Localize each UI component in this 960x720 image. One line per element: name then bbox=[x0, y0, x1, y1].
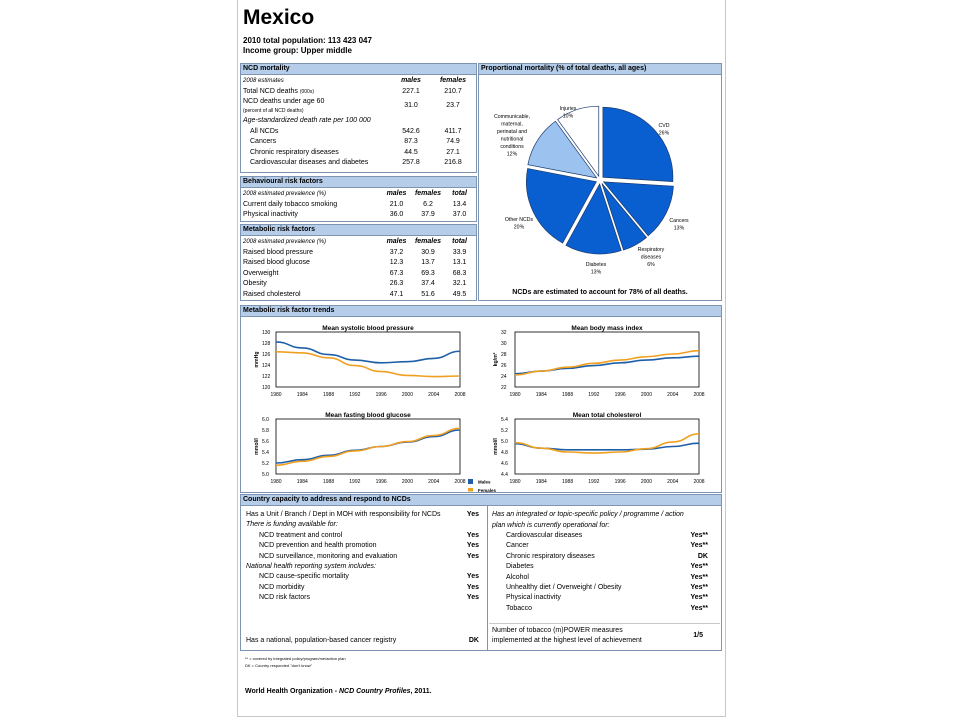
risk-males: 36.0 bbox=[389, 211, 404, 218]
pie-slice-label: perinatal and bbox=[497, 129, 527, 135]
income-group-line: Income group: Upper middle bbox=[243, 46, 352, 55]
policy-item-value: Yes** bbox=[690, 532, 708, 539]
capacity-item-value: Yes bbox=[466, 583, 479, 591]
trends-header: Metabolic risk factor trends bbox=[241, 306, 721, 317]
rate-row-label: Cancers bbox=[250, 138, 277, 145]
x-tick-label: 1988 bbox=[323, 479, 335, 485]
capacity-item-value: Yes bbox=[466, 511, 479, 518]
y-tick-label: 26 bbox=[501, 363, 507, 369]
metabolic-section bbox=[240, 224, 477, 301]
x-tick-label: 1992 bbox=[588, 392, 600, 398]
metabolic-sub: 2008 estimated prevalence (%) bbox=[243, 239, 327, 245]
y-tick-label: 5.4 bbox=[501, 417, 508, 423]
x-tick-label: 1992 bbox=[588, 479, 600, 485]
y-tick-label: 4.6 bbox=[501, 461, 508, 467]
pie-slice-label: CVD bbox=[658, 123, 670, 129]
rate-row-males: 542.6 bbox=[402, 127, 420, 135]
pie-slice-value: 12% bbox=[506, 151, 518, 158]
rate-label: Age-standardized death rate per 100 000 bbox=[243, 117, 371, 124]
x-tick-label: 1992 bbox=[349, 392, 361, 398]
trend-chart-title: Mean fasting blood glucose bbox=[325, 412, 411, 419]
y-axis-label: mmol/l bbox=[493, 438, 499, 455]
total-deaths-label: Total NCD deaths (000s) bbox=[243, 87, 314, 95]
x-tick-label: 2000 bbox=[640, 479, 652, 485]
rate-row-females: 411.7 bbox=[444, 127, 462, 135]
pie-slice-label: Diabetes bbox=[585, 262, 607, 268]
col-males: males bbox=[386, 190, 407, 197]
risk-females: 30.9 bbox=[421, 248, 435, 256]
country-title: Mexico bbox=[243, 6, 315, 29]
rate-row-label: Cardiovascular diseases and diabetes bbox=[250, 159, 369, 166]
capacity-item-value: Yes bbox=[466, 573, 479, 581]
y-tick-label: 30 bbox=[501, 341, 507, 347]
mpower-label-1: Number of tobacco (m)POWER measures bbox=[492, 627, 623, 634]
mpower-separator bbox=[489, 623, 720, 624]
footer-credit: World Health Organization - NCD Country Profiles, 2011. bbox=[245, 688, 432, 695]
pie-slice-value: 26% bbox=[658, 130, 670, 137]
x-tick-label: 2004 bbox=[428, 479, 440, 485]
trend-chart-title: Mean body mass index bbox=[571, 325, 643, 332]
y-axis-label: mmHg bbox=[254, 351, 260, 368]
policy-item-value: Yes** bbox=[690, 573, 708, 581]
col-females: females bbox=[439, 77, 467, 84]
x-tick-label: 1980 bbox=[270, 479, 282, 485]
trend-chart bbox=[493, 325, 705, 398]
risk-total: 13.4 bbox=[452, 200, 467, 208]
col-total: total bbox=[452, 238, 467, 245]
pie-slice-label: maternal, bbox=[501, 121, 523, 128]
x-tick-label: 2000 bbox=[640, 392, 652, 398]
y-tick-label: 24 bbox=[501, 374, 507, 380]
trend-chart bbox=[254, 412, 466, 485]
estimates-label: 2008 estimates bbox=[243, 78, 284, 84]
risk-label: Raised blood glucose bbox=[243, 259, 310, 266]
risk-label: Overweight bbox=[243, 269, 279, 277]
trend-plot-frame bbox=[276, 332, 460, 387]
capacity-divider bbox=[487, 506, 488, 650]
capacity-item-value: Yes bbox=[466, 594, 479, 602]
pie-slice-value: 20% bbox=[513, 224, 525, 231]
policy-heading-1: Has an integrated or topic-specific policy / programme / action bbox=[492, 511, 684, 518]
trend-chart bbox=[254, 325, 466, 398]
capacity-section bbox=[240, 494, 722, 651]
x-tick-label: 2008 bbox=[693, 479, 705, 485]
trend-chart-title: Mean systolic blood pressure bbox=[322, 325, 414, 332]
x-tick-label: 1984 bbox=[535, 479, 547, 485]
y-axis-label: kg/m² bbox=[493, 352, 499, 367]
under60-males: 31.0 bbox=[404, 102, 418, 110]
risk-females: 37.4 bbox=[421, 280, 435, 287]
capacity-item-label: NCD treatment and control bbox=[259, 531, 343, 539]
x-tick-label: 1984 bbox=[296, 392, 308, 398]
x-tick-label: 2004 bbox=[667, 392, 679, 398]
x-tick-label: 2008 bbox=[454, 392, 466, 398]
risk-label: Current daily tobacco smoking bbox=[243, 200, 338, 208]
pie-slice-label: Other NCDs bbox=[504, 217, 534, 223]
pie-slice-value: 6% bbox=[647, 262, 655, 268]
y-tick-label: 4.4 bbox=[501, 472, 508, 478]
y-tick-label: 5.2 bbox=[262, 461, 269, 467]
pie-slice-label: diseases bbox=[640, 254, 662, 261]
capacity-item-label: NCD cause-specific mortality bbox=[259, 573, 349, 581]
risk-males: 47.1 bbox=[389, 290, 404, 298]
x-tick-label: 1988 bbox=[562, 392, 574, 398]
y-tick-label: 5.0 bbox=[262, 472, 269, 478]
policy-item-value: Yes** bbox=[690, 542, 708, 550]
risk-females: 6.2 bbox=[423, 200, 433, 208]
x-tick-label: 2008 bbox=[454, 479, 466, 485]
x-tick-label: 1988 bbox=[323, 392, 335, 398]
policy-item-label: Chronic respiratory diseases bbox=[506, 552, 595, 560]
risk-label: Raised blood pressure bbox=[243, 248, 314, 256]
y-tick-label: 124 bbox=[262, 363, 271, 369]
total-deaths-females: 210.7 bbox=[444, 87, 462, 95]
col-males: males bbox=[386, 238, 407, 245]
x-tick-label: 1980 bbox=[509, 479, 521, 485]
x-tick-label: 2004 bbox=[428, 392, 440, 398]
rate-row-label: All NCDs bbox=[250, 127, 279, 135]
risk-total: 68.3 bbox=[452, 269, 467, 277]
proportional-mortality-pie bbox=[479, 75, 721, 287]
policy-item-label: Unhealthy diet / Overweight / Obesity bbox=[506, 584, 622, 591]
risk-males: 12.3 bbox=[389, 259, 404, 266]
x-tick-label: 1980 bbox=[509, 392, 521, 398]
pie-slice-label: Communicable, bbox=[493, 114, 531, 120]
proportional-mortality-section bbox=[478, 63, 722, 301]
col-females: females bbox=[414, 190, 442, 197]
policy-item-value: DK bbox=[697, 552, 708, 560]
ncd-share-footnote: NCDs are estimated to account for 78% of all deaths. bbox=[512, 289, 688, 296]
mpower-value: 1/5 bbox=[693, 632, 703, 639]
risk-total: 37.0 bbox=[452, 211, 467, 218]
ncd-mortality-header: NCD mortality bbox=[241, 64, 476, 75]
pie-slice-value: 13% bbox=[673, 225, 685, 232]
rate-row-males: 87.3 bbox=[404, 138, 418, 145]
risk-females: 13.7 bbox=[421, 259, 435, 266]
legend-males-label: Males bbox=[478, 479, 491, 485]
metabolic-header: Metabolic risk factors bbox=[241, 225, 476, 236]
pie-slice-label: conditions bbox=[500, 144, 524, 150]
y-tick-label: 6.0 bbox=[262, 417, 269, 423]
under60-females: 23.7 bbox=[446, 102, 460, 110]
risk-males: 21.0 bbox=[389, 200, 404, 208]
pie-slice bbox=[603, 107, 673, 181]
capacity-item-value: Yes bbox=[466, 542, 479, 550]
rate-row-label: Chronic respiratory diseases bbox=[250, 148, 339, 156]
risk-males: 26.3 bbox=[389, 280, 404, 287]
risk-females: 69.3 bbox=[421, 269, 435, 277]
mpower-label-2: implemented at the highest level of achievement bbox=[492, 637, 642, 644]
risk-total: 49.5 bbox=[452, 290, 467, 298]
risk-total: 33.9 bbox=[452, 248, 467, 256]
ncd-mortality-section bbox=[240, 63, 477, 173]
trend-chart-title: Mean total cholesterol bbox=[572, 412, 642, 419]
risk-total: 32.1 bbox=[452, 280, 467, 287]
x-tick-label: 1992 bbox=[349, 479, 361, 485]
trend-plot-frame bbox=[276, 419, 460, 474]
pie-slice-value: 10% bbox=[562, 113, 574, 120]
pie-slice-label: nutritional bbox=[500, 136, 524, 143]
policy-item-label: Physical inactivity bbox=[506, 594, 561, 602]
y-tick-label: 5.2 bbox=[501, 428, 508, 434]
capacity-item-value: Yes bbox=[466, 531, 479, 539]
policy-item-label: Diabetes bbox=[506, 563, 534, 571]
y-tick-label: 5.4 bbox=[262, 450, 269, 456]
trend-plot-frame bbox=[515, 332, 699, 387]
risk-females: 37.9 bbox=[421, 211, 435, 218]
capacity-item-label: NCD risk factors bbox=[259, 594, 310, 602]
y-tick-label: 5.6 bbox=[262, 439, 269, 445]
capacity-item-label: Has a Unit / Branch / Dept in MOH with responsibility for NCDs bbox=[246, 511, 441, 518]
pie-slice-value: 13% bbox=[590, 269, 602, 276]
policy-item-label: Cancer bbox=[506, 542, 529, 550]
policy-item-value: Yes** bbox=[690, 563, 708, 571]
under60-label: NCD deaths under age 60 (percent of all NCD deaths) bbox=[243, 98, 325, 114]
risk-males: 37.2 bbox=[389, 248, 404, 256]
capacity-item-value: DK bbox=[468, 637, 479, 644]
rate-row-females: 27.1 bbox=[446, 148, 460, 156]
col-males: males bbox=[401, 77, 421, 84]
behavioural-header: Behavioural risk factors bbox=[241, 177, 476, 188]
population-line: 2010 total population: 113 423 047 bbox=[243, 36, 372, 45]
x-tick-label: 1980 bbox=[270, 392, 282, 398]
policy-item-label: Alcohol bbox=[506, 573, 529, 581]
capacity-item-value: Yes bbox=[466, 552, 479, 560]
ncd-mortality-table bbox=[241, 76, 474, 169]
x-tick-label: 1996 bbox=[614, 392, 626, 398]
x-tick-label: 2000 bbox=[401, 392, 413, 398]
risk-label: Obesity bbox=[243, 280, 267, 287]
y-tick-label: 4.8 bbox=[501, 450, 508, 456]
footnote-covered: ** = covered by integrated policy/program/me/action plan bbox=[245, 656, 346, 661]
policy-heading-2: plan which is currently operational for: bbox=[492, 521, 610, 529]
footnote-dk: DK = Country responded "don't know" bbox=[245, 663, 313, 668]
x-tick-label: 1988 bbox=[562, 479, 574, 485]
risk-label: Raised cholesterol bbox=[243, 290, 301, 298]
behavioural-sub: 2008 estimated prevalence (%) bbox=[243, 191, 327, 197]
policy-item-label: Cardiovascular diseases bbox=[506, 532, 583, 539]
capacity-item-label: National health reporting system includes: bbox=[246, 563, 376, 570]
legend-males-swatch bbox=[468, 479, 473, 484]
pie-slice-label: Respiratory bbox=[637, 247, 665, 253]
rate-row-males: 44.5 bbox=[404, 148, 418, 156]
y-tick-label: 22 bbox=[501, 385, 507, 391]
x-tick-label: 2000 bbox=[401, 479, 413, 485]
y-tick-label: 28 bbox=[501, 352, 507, 358]
pie-slice-label: Injuries bbox=[559, 106, 577, 112]
policy-item-value: Yes** bbox=[690, 604, 708, 612]
y-axis-label: mmol/l bbox=[254, 438, 260, 455]
x-tick-label: 1996 bbox=[375, 392, 387, 398]
trend-chart bbox=[493, 412, 705, 485]
y-tick-label: 128 bbox=[262, 341, 271, 347]
legend-females-swatch bbox=[468, 488, 473, 492]
y-tick-label: 5.8 bbox=[262, 428, 269, 434]
y-tick-label: 32 bbox=[501, 330, 507, 336]
metabolic-table bbox=[241, 237, 474, 300]
risk-label: Physical inactivity bbox=[243, 211, 298, 218]
y-tick-label: 122 bbox=[262, 374, 271, 380]
total-deaths-males: 227.1 bbox=[402, 87, 420, 95]
capacity-item-label: NCD prevention and health promotion bbox=[259, 542, 377, 550]
x-tick-label: 2008 bbox=[693, 392, 705, 398]
risk-total: 13.1 bbox=[452, 259, 467, 266]
behavioural-table bbox=[241, 189, 474, 221]
capacity-item-label: NCD morbidity bbox=[259, 583, 305, 591]
col-females: females bbox=[414, 238, 442, 245]
pie-slice-label: Cancers bbox=[669, 218, 689, 224]
y-tick-label: 126 bbox=[262, 352, 271, 358]
capacity-item-label: There is funding available for: bbox=[246, 521, 338, 529]
capacity-item-label: Has a national, population-based cancer registry bbox=[246, 637, 397, 644]
x-tick-label: 2004 bbox=[667, 479, 679, 485]
legend-females-label: Females bbox=[478, 488, 497, 492]
policy-item-value: Yes** bbox=[690, 594, 708, 602]
rate-row-females: 216.8 bbox=[444, 159, 462, 166]
x-tick-label: 1984 bbox=[296, 479, 308, 485]
capacity-item-label: NCD surveillance, monitoring and evaluation bbox=[259, 552, 398, 560]
policy-item-value: Yes** bbox=[690, 584, 708, 591]
proportional-mortality-header: Proportional mortality (% of total deaths, all ages) bbox=[479, 64, 721, 75]
risk-males: 67.3 bbox=[389, 269, 404, 277]
trends-section bbox=[240, 305, 722, 493]
x-tick-label: 1996 bbox=[614, 479, 626, 485]
x-tick-label: 1996 bbox=[375, 479, 387, 485]
x-tick-label: 1984 bbox=[535, 392, 547, 398]
y-tick-label: 120 bbox=[262, 385, 271, 391]
trend-charts bbox=[241, 317, 721, 492]
policy-item-label: Tobacco bbox=[506, 604, 533, 612]
risk-females: 51.6 bbox=[421, 290, 435, 298]
rate-row-males: 257.8 bbox=[402, 159, 420, 166]
y-tick-label: 5.0 bbox=[501, 439, 508, 445]
capacity-header: Country capacity to address and respond to NCDs bbox=[241, 495, 721, 506]
col-total: total bbox=[452, 190, 467, 197]
behavioural-section bbox=[240, 176, 477, 222]
rate-row-females: 74.9 bbox=[446, 138, 460, 145]
y-tick-label: 130 bbox=[262, 330, 271, 336]
